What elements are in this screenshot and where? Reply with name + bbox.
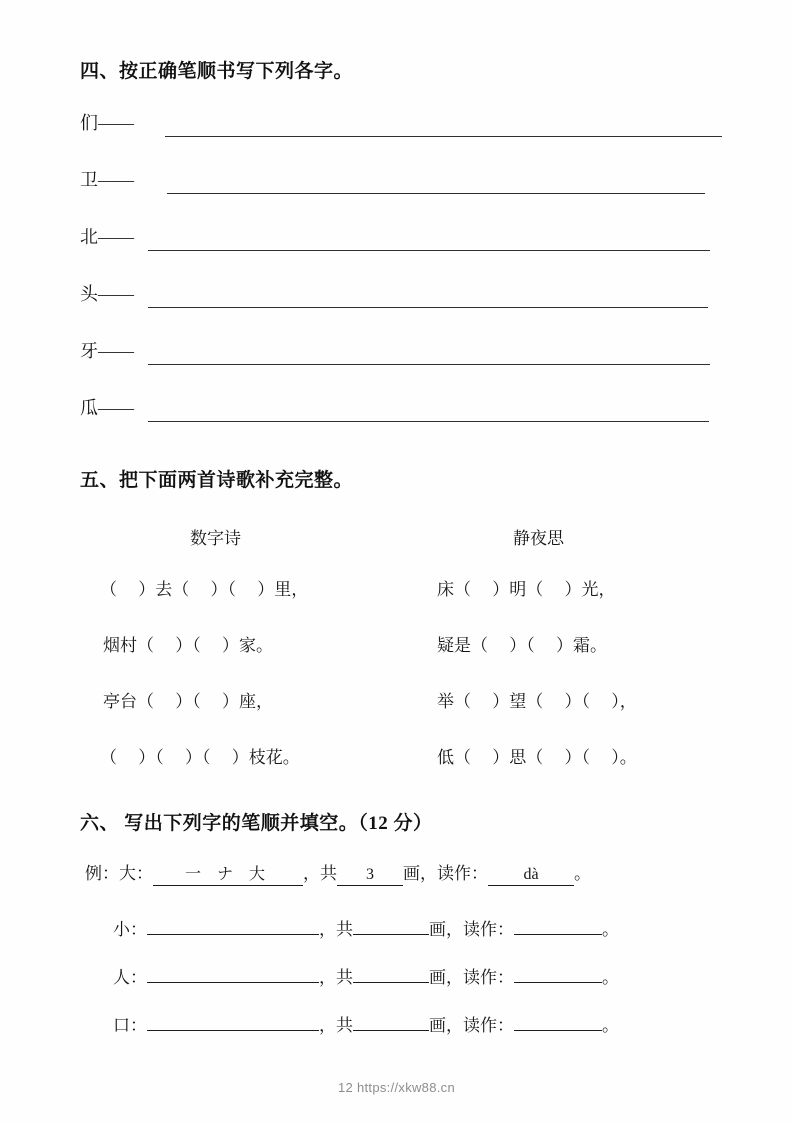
stroke-write-line[interactable] (148, 250, 710, 251)
stroke-write-line[interactable] (148, 421, 709, 422)
strokes-blank[interactable] (147, 962, 319, 983)
count-blank[interactable] (353, 914, 429, 935)
fill-row (113, 1010, 619, 1040)
example-row (85, 860, 591, 890)
poem-line: 亭台（ ）（ ）座， (103, 692, 273, 711)
stroke-write-line[interactable] (167, 193, 705, 194)
poem-title-left: 数字诗 (190, 529, 241, 548)
fill-row-unit-label: 画，读作： (429, 968, 514, 987)
count-blank[interactable] (353, 962, 429, 983)
pinyin-blank[interactable] (514, 962, 602, 983)
pinyin-blank[interactable] (514, 914, 602, 935)
section-4-heading: 四、按正确笔顺书写下列各字。 (80, 61, 354, 82)
stroke-write-line[interactable] (148, 364, 710, 365)
fill-row-mid-label: ，共 (319, 1016, 353, 1035)
stroke-row (80, 395, 720, 425)
poem-line: （ ）（ ）（ ）枝花。 (100, 748, 300, 767)
stroke-row (80, 224, 720, 254)
fill-row (113, 914, 619, 944)
fill-row-unit-label: 画，读作： (429, 1016, 514, 1035)
fill-row-char: 人： (113, 968, 147, 987)
example-unit-label: 画，读作： (403, 864, 488, 883)
stroke-row (80, 167, 720, 197)
poem-line: 举（ ）望（ ）（ ）， (437, 692, 637, 711)
example-count-blank: 3 (337, 865, 403, 886)
stroke-row-char: 北—— (80, 227, 134, 247)
stroke-row (80, 338, 720, 368)
fill-row-unit-label: 画，读作： (429, 920, 514, 939)
stroke-row-char: 牙—— (80, 341, 134, 361)
poem-line: （ ）去（ ）（ ）里， (100, 580, 309, 599)
count-blank[interactable] (353, 1010, 429, 1031)
fill-row-end: 。 (602, 1016, 619, 1035)
example-prefix: 例： (85, 864, 119, 883)
stroke-write-line[interactable] (148, 307, 708, 308)
fill-row-end: 。 (602, 920, 619, 939)
fill-row-mid-label: ，共 (319, 920, 353, 939)
poem-line: 烟村（ ）（ ）家。 (103, 636, 273, 655)
stroke-write-line[interactable] (165, 136, 722, 137)
fill-row-char: 口： (113, 1016, 147, 1035)
fill-row-end: 。 (602, 968, 619, 987)
example-char: 大： (119, 864, 153, 883)
strokes-blank[interactable] (147, 914, 319, 935)
poem-title-right: 静夜思 (513, 529, 564, 548)
stroke-row-char: 头—— (80, 284, 134, 304)
fill-row (113, 962, 619, 992)
example-mid-label: ，共 (303, 864, 337, 883)
section-5-heading: 五、把下面两首诗歌补充完整。 (80, 470, 354, 491)
stroke-row-char: 瓜—— (80, 398, 134, 418)
section-6-heading: 六、 写出下列字的笔顺并填空。（12 分） (80, 813, 433, 834)
fill-row-char: 小： (113, 920, 147, 939)
example-end: 。 (574, 864, 591, 883)
example-pinyin-blank: dà (488, 865, 574, 886)
fill-row-mid-label: ，共 (319, 968, 353, 987)
stroke-row-char: 卫—— (80, 170, 134, 190)
poem-line: 床（ ）明（ ）光， (437, 580, 616, 599)
footer-watermark: 12 https://xkw88.cn (338, 1080, 455, 1095)
poem-line: 低（ ）思（ ）（ ）。 (437, 748, 637, 767)
pinyin-blank[interactable] (514, 1010, 602, 1031)
stroke-row (80, 110, 720, 140)
strokes-blank[interactable] (147, 1010, 319, 1031)
stroke-row-char: 们—— (80, 113, 134, 133)
example-strokes-blank: 一 ナ 大 (153, 865, 303, 886)
poem-line: 疑是（ ）（ ）霜。 (437, 636, 607, 655)
stroke-row (80, 281, 720, 311)
